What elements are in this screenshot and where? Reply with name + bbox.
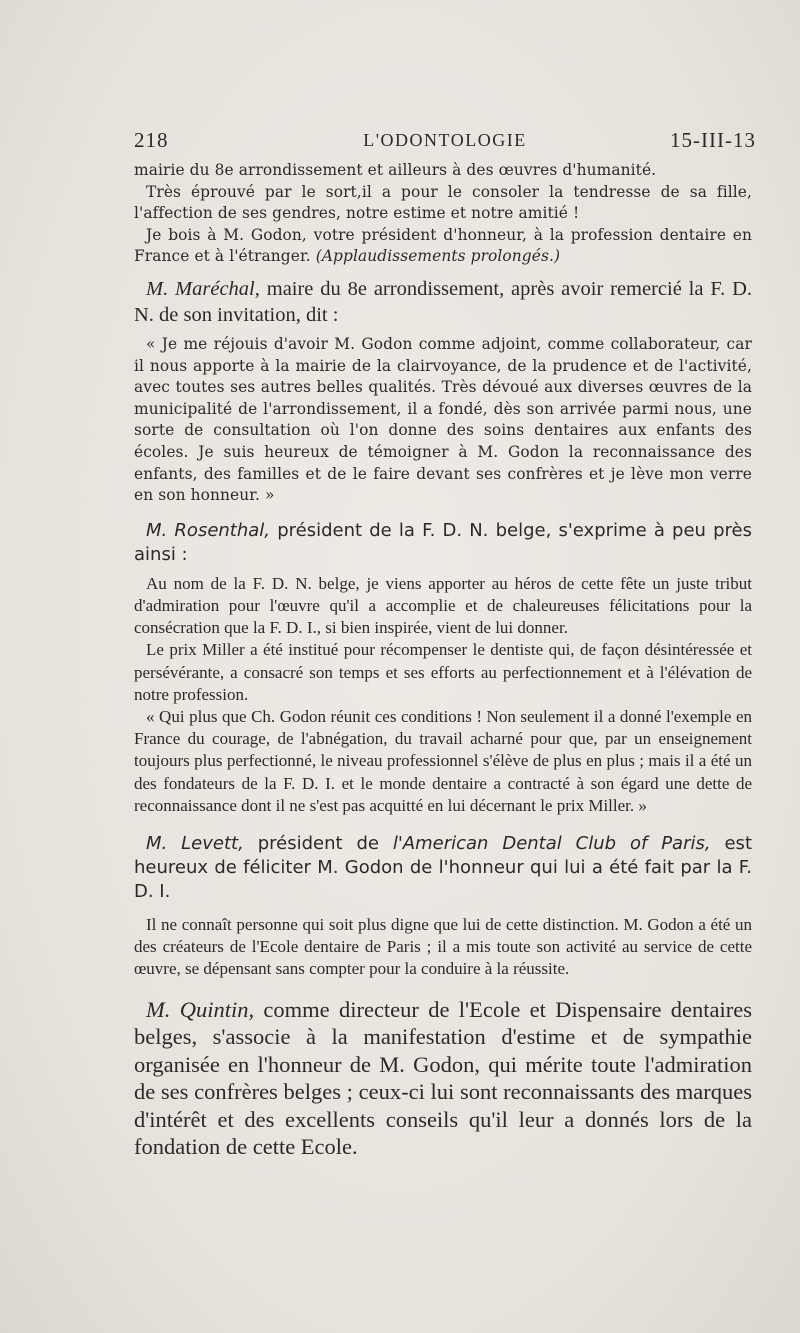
rosenthal-speech-2: Le prix Miller a été institué pour récompenser le dentiste qui, de façon désintéressée et persévérante, a consacré son temps et ses efforts au perfectionnement et à l'élévation de notre profession. bbox=[134, 640, 752, 704]
speaker-marechal: M. Maréchal, bbox=[146, 277, 260, 300]
paragraph-humanite: mairie du 8e arrondissement et ailleurs à des œuvres d'humanité. bbox=[134, 161, 657, 179]
marechal-intro-text: maire du 8e arrondissement, après avoir remercié la F. D. N. de son invitation, dit : bbox=[134, 277, 752, 326]
toast-text: Je bois à M. Godon, votre président d'honneur, à la profession dentaire en France et à l'étranger. bbox=[134, 225, 752, 266]
marechal-speech: « Je me réjouis d'avoir M. Godon comme adjoint, comme collaborateur, car il nous apporte à la mairie de la clairvoyance, de la prudence et de l'activité, avec toutes ses autres belles qualités. Très dévoué aux diverses œuvres de la municipalité de l'arrondissement, il a fondé, dès son arrivée parmi nous, une sorte de consultation où l'on donne des soins dentaires aux enfants des écoles. Je suis heureux de témoigner à M. Godon la reconnaissance des enfants, des familles et de le faire devant ses confrères et je lève mon verre en son honneur. » bbox=[134, 334, 752, 505]
page-body bbox=[134, 160, 752, 1161]
paragraph-toast bbox=[134, 225, 752, 268]
levett-intro-a: président de bbox=[243, 832, 393, 854]
rosenthal-intro-text: président de la F. D. N. belge, s'exprime à peu près ainsi : bbox=[134, 519, 752, 565]
speaker-quintin: M. Quintin, bbox=[146, 996, 255, 1022]
quintin-paragraph bbox=[134, 996, 752, 1161]
rosenthal-intro bbox=[134, 519, 752, 567]
paragraph-eprouve: Très éprouvé par le sort,il a pour le consoler la tendresse de sa fille, l'affection de ses gendres, notre estime et notre amitié ! bbox=[134, 182, 752, 223]
running-title: L'ODONTOLOGIE bbox=[363, 130, 527, 150]
levett-intro bbox=[134, 832, 752, 904]
levett-intro-b: est heureux de féliciter M. Godon de l'honneur qui lui a été fait par la F. D. I. bbox=[134, 832, 752, 902]
quintin-text: comme directeur de l'Ecole et Dispensaire dentaires belges, s'associe à la manifestation d'estime et de sympathie organisée en l'honneur de M. Godon, qui mérite toute l'admiration de ses confrères belges ; ceux-ci lui sont reconnaissants des marques d'intérêt et des excellents conseils qu'il leur a donnés lors de la fondation de cette Ecole. bbox=[134, 996, 752, 1160]
speaker-levett: M. Levett, bbox=[146, 832, 244, 854]
club-name: l'American Dental Club of Paris, bbox=[392, 832, 711, 854]
levett-speech: Il ne connaît personne qui soit plus digne que lui de cette distinction. M. Godon a été un des créateurs de l'Ecole dentaire de Paris ; il a mis toute son activité au service de cette œuvre, se dépensant sans compter pour la conduire à la réussite. bbox=[134, 914, 752, 979]
page-number: 218 bbox=[134, 128, 169, 152]
applause-note: (Applaudissements prolongés.) bbox=[315, 247, 561, 266]
rosenthal-speech-3: « Qui plus que Ch. Godon réunit ces conditions ! Non seulement il a donné l'exemple en France du courage, de l'abnégation, du travail acharné pour que, par un enseignement toujours plus perfectionné, le niveau professionnel s'élève de plus en plus ; mais il a été un des fondateurs de la F. D. I. et le monde dentaire a contracté à son égard une dette de reconnaissance dont il ne s'est pas acquitté en lui décernant le prix Miller. » bbox=[134, 706, 752, 815]
page-header bbox=[134, 128, 756, 156]
speaker-rosenthal: M. Rosenthal, bbox=[146, 519, 271, 541]
rosenthal-speech-1: Au nom de la F. D. N. belge, je viens apporter au héros de cette fête un juste tribut d'admiration pour l'œuvre qu'il a accomplie et de chaleureuses félicitations pour la consécration que la F. D. I., si bien inspirée, vient de lui donner. bbox=[134, 573, 752, 638]
issue-date: 15-III-13 bbox=[670, 128, 756, 152]
marechal-intro bbox=[134, 276, 752, 328]
